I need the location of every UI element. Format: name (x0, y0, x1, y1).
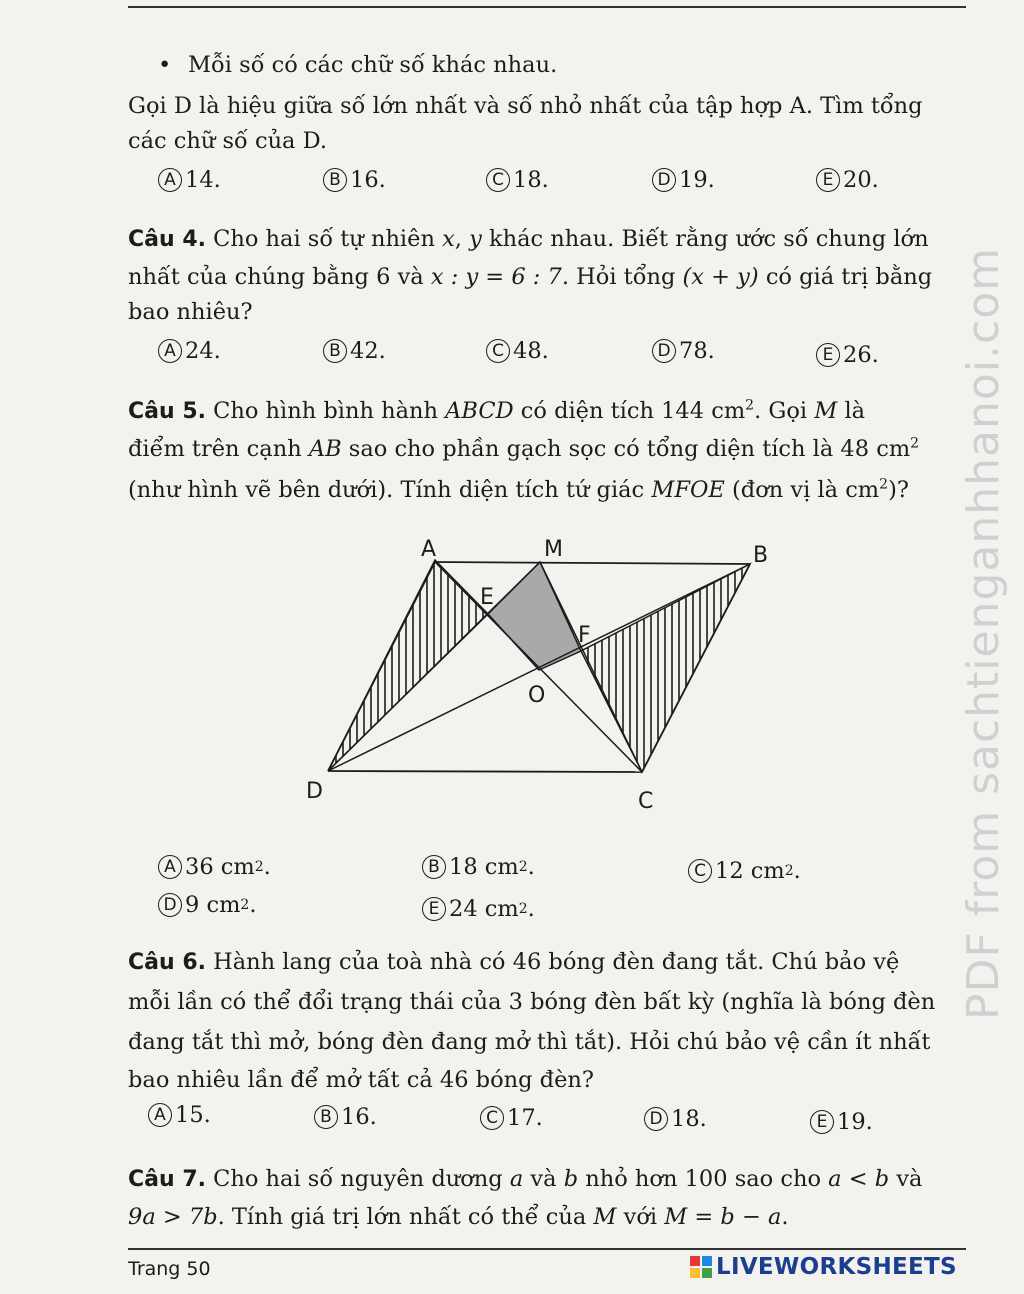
option-text: 16. (341, 1104, 377, 1130)
question-label: Câu 6. (128, 950, 206, 975)
option-letter-circle: C (486, 339, 510, 363)
option-letter-circle: B (314, 1105, 338, 1129)
superscript: 2 (910, 435, 920, 452)
option-letter-circle: C (486, 168, 510, 192)
option-letter-circle: E (422, 897, 446, 921)
q4-text-line2 (128, 260, 964, 294)
option-text: 17. (507, 1105, 543, 1131)
text-run: Cho hai số nguyên dương (213, 1166, 503, 1192)
option-text: 20. (843, 167, 879, 193)
option-text: 48. (513, 338, 549, 364)
q4-option-c[interactable] (486, 336, 549, 366)
option-letter-circle: E (816, 168, 840, 192)
text-run: khác nhau. Biết rằng ước số chung lớn (488, 226, 929, 252)
label-e: E (480, 585, 494, 610)
q5-text-line3 (128, 473, 964, 507)
q5-text-line2 (128, 432, 964, 466)
question-label: Câu 5. (128, 399, 206, 424)
label-c: C (638, 789, 654, 814)
side-ab (435, 562, 750, 564)
option-letter-circle: D (644, 1107, 668, 1131)
page-number: Trang 50 (128, 1258, 211, 1280)
q5-option-e[interactable]: E 24 cm 2 . (422, 894, 535, 924)
liveworksheets-logo-icon (690, 1256, 712, 1278)
text-run: )? (888, 477, 909, 503)
text-run: có diện tích 144 cm (520, 398, 746, 424)
q4-option-e[interactable] (816, 340, 879, 370)
option-text: 18 cm (449, 854, 519, 880)
q3-bullet-text: Mỗi số có các chữ số khác nhau. (188, 52, 558, 78)
text-run: , (454, 226, 462, 252)
text-run: . Tính giá trị lớn nhất có thể của (217, 1204, 587, 1230)
option-letter-circle: A (158, 339, 182, 363)
math-var: ABCD (445, 398, 514, 424)
math-var: y (469, 226, 482, 252)
label-m: M (544, 537, 563, 562)
option-letter-circle: E (816, 343, 840, 367)
text-run: . Hỏi tổng (561, 264, 676, 290)
option-text: 26. (843, 342, 879, 368)
q6-option-d[interactable] (644, 1104, 707, 1134)
q5-option-a[interactable]: A 36 cm 2 . (158, 852, 271, 882)
brand-text: LIVEWORKSHEETS (716, 1254, 957, 1280)
text-run: sao cho phần gạch sọc có tổng diện tích là 48 cm (348, 436, 911, 462)
option-text: 9 cm (185, 892, 241, 918)
q4-option-d[interactable] (652, 336, 715, 366)
text-run: điểm trên cạnh (128, 436, 302, 462)
text-run: và (530, 1166, 557, 1192)
text-run: là (844, 398, 866, 424)
text-run: Cho hai số tự nhiên (213, 226, 435, 252)
label-b: B (753, 543, 769, 568)
q6-text-line1 (128, 945, 964, 980)
q5-text-line1 (128, 394, 964, 429)
math-var: x (442, 226, 455, 252)
superscript: 2 (879, 476, 889, 493)
option-text: 16. (350, 167, 386, 193)
math-expr: M = b − a (664, 1204, 782, 1230)
hatched-triangle-bfc (581, 564, 750, 772)
q6-option-b[interactable] (314, 1102, 377, 1132)
label-f: F (578, 623, 591, 648)
question-label: Câu 7. (128, 1167, 206, 1192)
option-text: . (249, 892, 257, 918)
q3-option-c[interactable] (486, 165, 549, 195)
option-text: . (527, 896, 535, 922)
math-var: MFOE (651, 477, 725, 503)
q7-text-line2 (128, 1200, 964, 1234)
q6-option-c[interactable] (480, 1103, 543, 1133)
q5-option-b[interactable]: B 18 cm 2 . (422, 852, 535, 882)
option-letter-circle: C (480, 1106, 504, 1130)
text-run: nhỏ hơn 100 sao cho (585, 1166, 822, 1192)
option-letter-circle: E (810, 1110, 834, 1134)
option-letter-circle: A (158, 855, 182, 879)
option-text: 14. (185, 167, 221, 193)
q6-text-line2: mỗi lần có thể đổi trạng thái của 3 bóng đèn bất kỳ (nghĩa là bóng đèn (128, 989, 936, 1015)
math-expr: x : y = 6 : 7 (430, 264, 562, 290)
q6-text-line4: bao nhiêu lần để mở tất cả 46 bóng đèn? (128, 1067, 594, 1093)
text-run: và (896, 1166, 923, 1192)
q6-option-a[interactable] (148, 1100, 211, 1130)
option-letter-circle: A (148, 1103, 172, 1127)
question-label: Câu 4. (128, 227, 206, 252)
option-letter-circle: C (688, 859, 712, 883)
option-text: . (793, 858, 801, 884)
q6-option-e[interactable] (810, 1107, 873, 1137)
side-dc (328, 771, 642, 772)
q7-text-line1 (128, 1162, 964, 1197)
liveworksheets-brand[interactable] (690, 1254, 957, 1280)
option-letter-circle: D (158, 893, 182, 917)
parallelogram-figure (300, 530, 780, 820)
option-text: 36 cm (185, 854, 255, 880)
option-text: 24. (185, 338, 221, 364)
option-text: . (527, 854, 535, 880)
footer-rule (128, 1248, 966, 1250)
math-expr: 9a > 7b (128, 1204, 218, 1230)
header-rule (128, 6, 966, 8)
option-text: 78. (679, 338, 715, 364)
q3-text-line2: các chữ số của D. (128, 128, 328, 154)
text-run: với (623, 1204, 658, 1230)
option-text: 18. (671, 1106, 707, 1132)
option-text: . (263, 854, 271, 880)
text-run: . Gọi (754, 398, 808, 424)
math-var: M (814, 398, 838, 424)
q3-text-line1: Gọi D là hiệu giữa số lớn nhất và số nhỏ nhất của tập hợp A. Tìm tổng (128, 93, 923, 119)
option-text: 19. (679, 167, 715, 193)
label-a: A (421, 537, 437, 562)
option-letter-circle: D (652, 168, 676, 192)
option-letter-circle: D (652, 339, 676, 363)
math-expr: (x + y) (682, 264, 759, 290)
option-letter-circle: A (158, 168, 182, 192)
q3-option-e[interactable] (816, 165, 879, 195)
label-d: D (306, 779, 323, 804)
q4-option-b[interactable] (323, 336, 386, 366)
math-expr: a < b (828, 1166, 890, 1192)
option-text: 12 cm (715, 858, 785, 884)
q5-option-d[interactable]: D 9 cm 2 . (158, 890, 256, 920)
q3-option-a[interactable] (158, 165, 221, 195)
label-o: O (528, 683, 546, 708)
text-run: có giá trị bằng (765, 264, 933, 290)
math-var: a (509, 1166, 524, 1192)
math-var: AB (308, 436, 342, 462)
text-run: (như hình vẽ bên dưới). Tính diện tích tứ giác (128, 477, 645, 503)
option-letter-circle: B (323, 168, 347, 192)
math-var: b (563, 1166, 579, 1192)
superscript: 2 (745, 397, 755, 414)
q4-text-line1 (128, 222, 964, 257)
option-text: 15. (175, 1102, 211, 1128)
q3-option-b[interactable] (323, 165, 386, 195)
option-letter-circle: B (422, 855, 446, 879)
text-run: (đơn vị là cm (732, 477, 880, 503)
option-text: 42. (350, 338, 386, 364)
text-run: nhất của chúng bằng 6 và (128, 264, 424, 290)
q4-option-a[interactable] (158, 336, 221, 366)
q6-text-line3: đang tắt thì mở, bóng đèn đang mở thì tắt). Hỏi chú bảo vệ cần ít nhất (128, 1029, 931, 1055)
option-text: 19. (837, 1109, 873, 1135)
source-watermark: PDF from sachtienganhhanoi.com (958, 247, 1009, 1020)
q4-text-line3: bao nhiêu? (128, 299, 253, 325)
text-run: Hành lang của toà nhà có 46 bóng đèn đang tắt. Chú bảo vệ (213, 949, 900, 975)
q5-option-c[interactable]: C 12 cm 2 . (688, 856, 801, 886)
option-text: 18. (513, 167, 549, 193)
option-letter-circle: B (323, 339, 347, 363)
text-run: Cho hình bình hành (213, 398, 438, 424)
option-text: 24 cm (449, 896, 519, 922)
math-var: M (593, 1204, 617, 1230)
q3-option-d[interactable] (652, 165, 715, 195)
bullet-dot: • (158, 52, 172, 78)
text-run: . (781, 1204, 789, 1230)
